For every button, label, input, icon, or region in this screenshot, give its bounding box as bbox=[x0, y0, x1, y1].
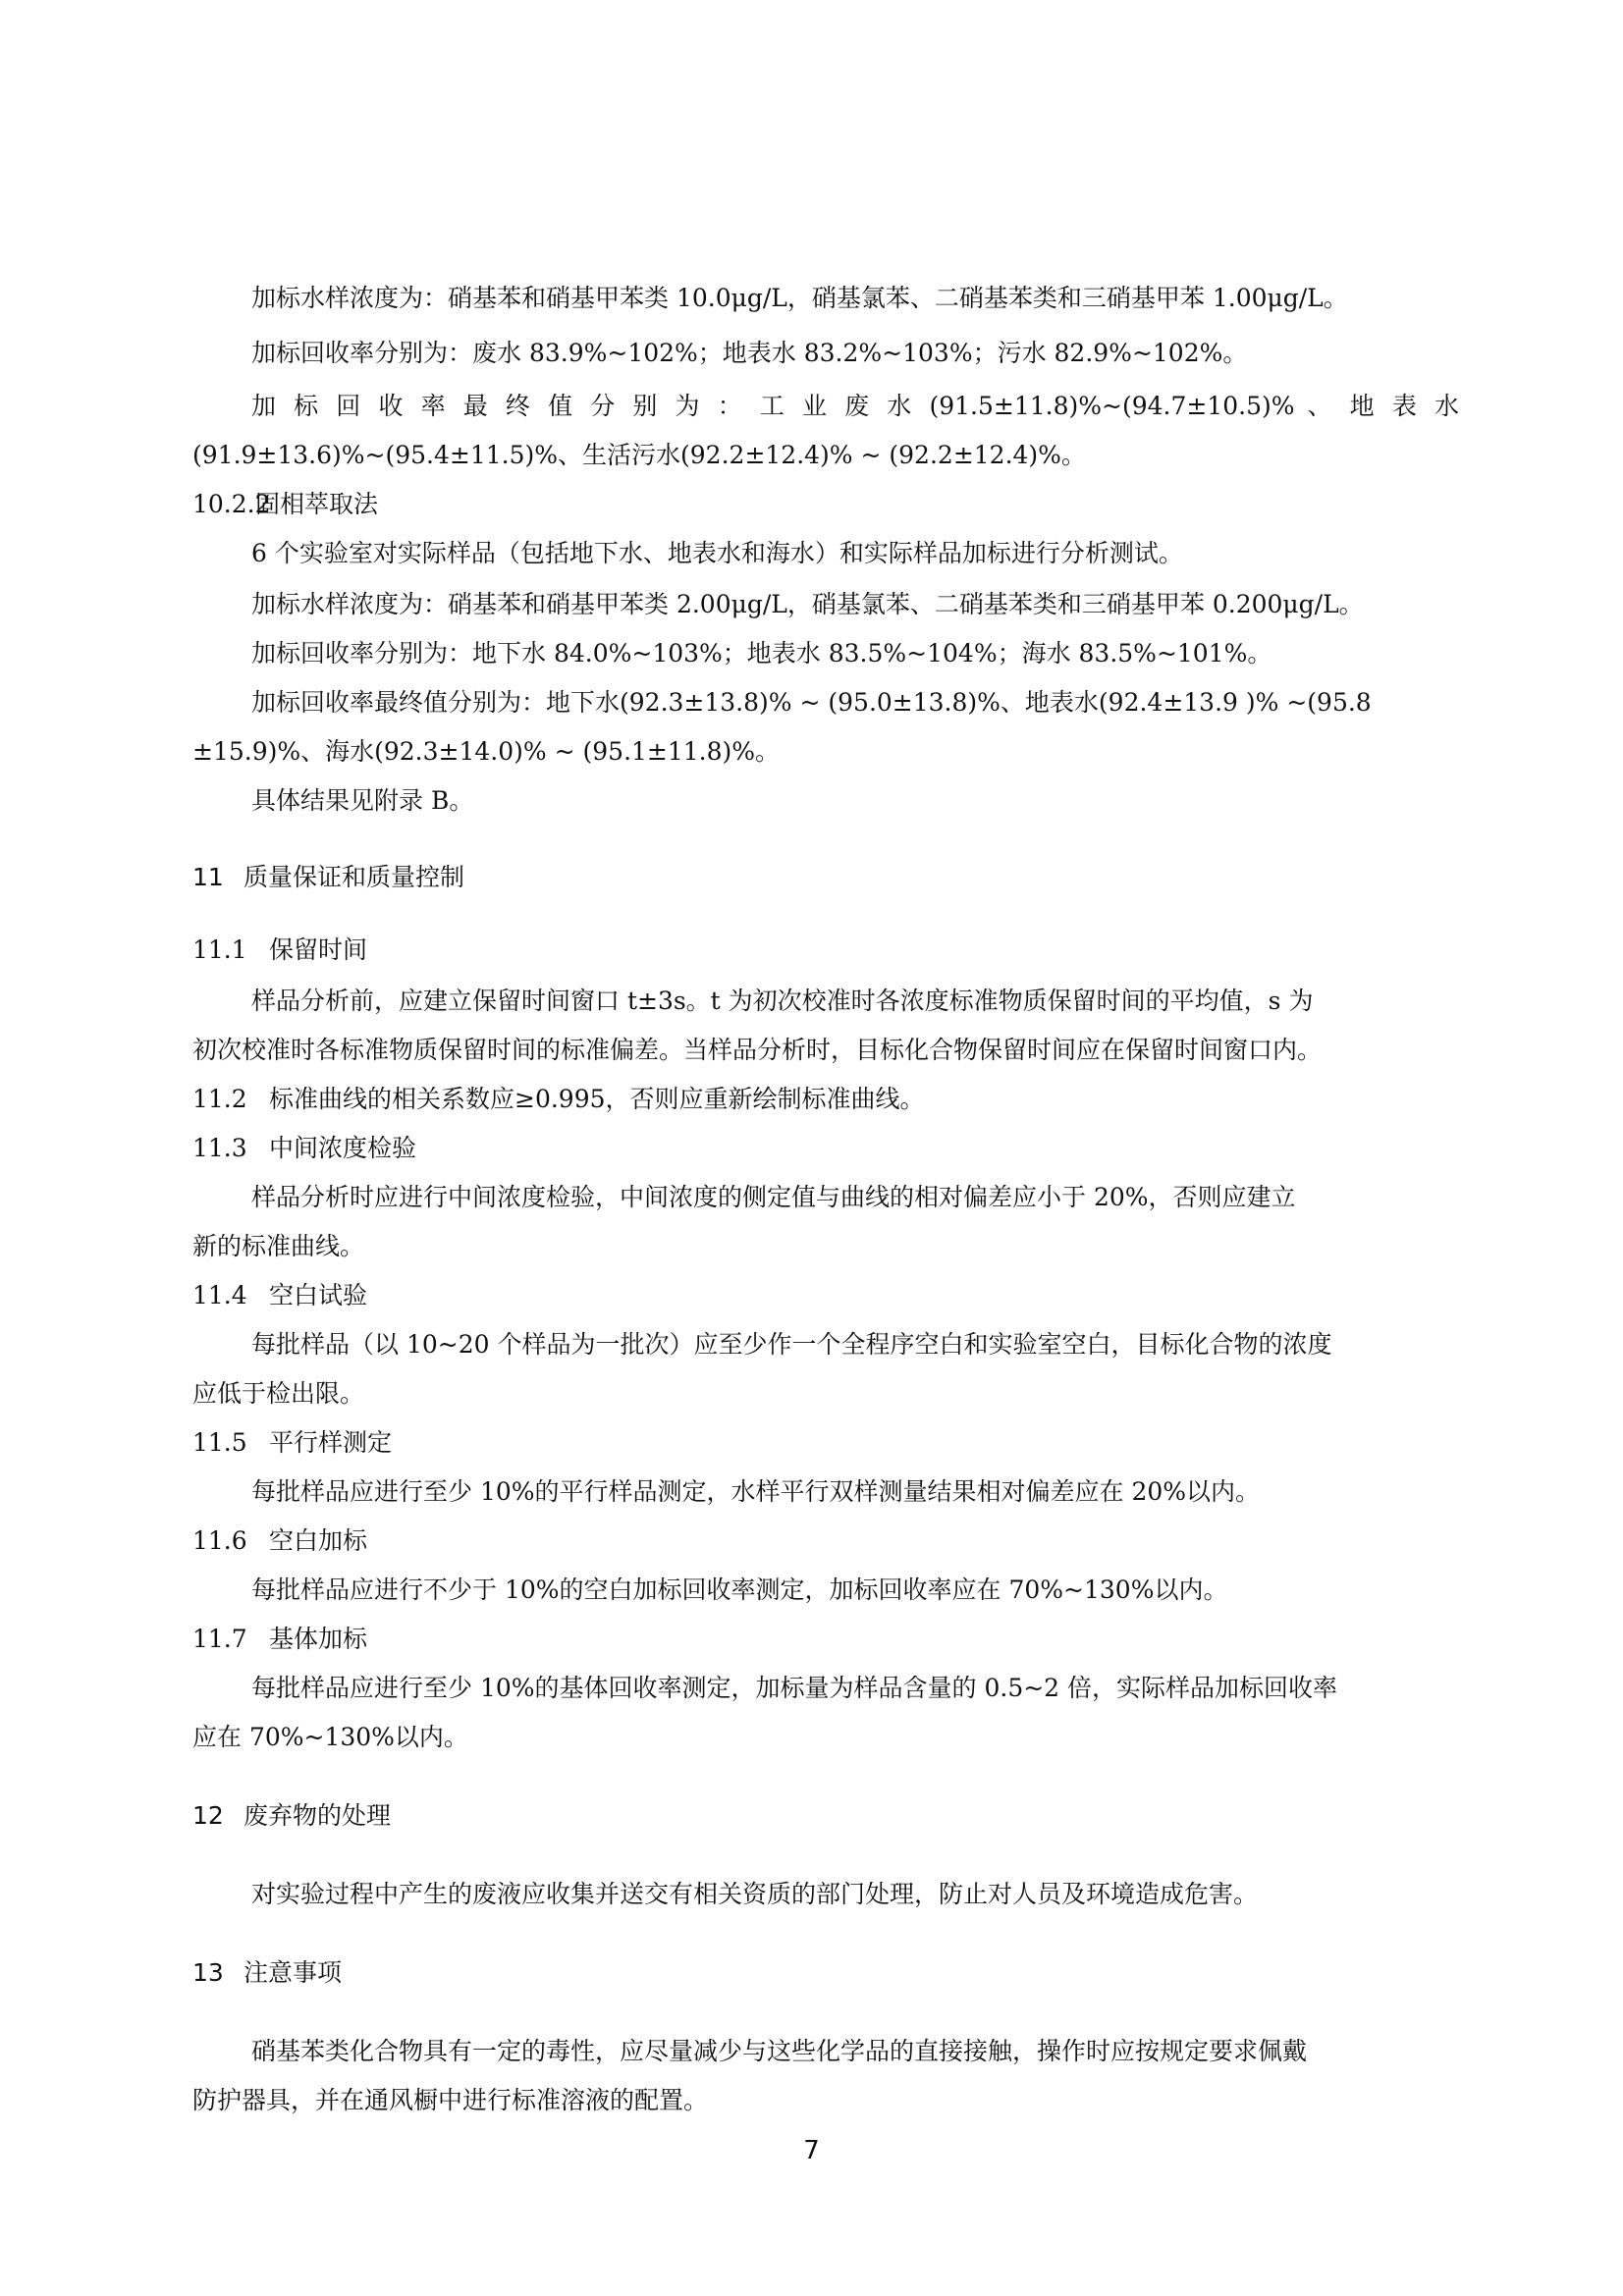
section-title: 注意事项 bbox=[243, 1958, 343, 1987]
section-title: 废弃物的处理 bbox=[243, 1801, 392, 1830]
paragraph-line: 加标回收率分别为：废水 83.9%~102%；地表水 83.2%~103%；污水 82.9%~102%。 bbox=[251, 339, 1248, 367]
paragraph-line: 应低于检出限。 bbox=[192, 1379, 365, 1408]
subsection-heading bbox=[192, 1131, 1459, 1166]
paragraph-line: 防护器具，并在通风橱中进行标准溶液的配置。 bbox=[192, 2086, 709, 2114]
subsection-title: 平行样测定 bbox=[269, 1428, 393, 1457]
paragraph-line: (91.9±13.6)%~(95.4±11.5)%、生活污水(92.2±12.4)% ~ (92.2±12.4)%。 bbox=[192, 441, 1086, 469]
section-heading bbox=[192, 1798, 1459, 1834]
subsection-title: 标准曲线的相关系数应≥0.995，否则应重新绘制标准曲线。 bbox=[269, 1085, 925, 1113]
subsection-heading bbox=[192, 1622, 1459, 1657]
paragraph-line: 样品分析时应进行中间浓度检验，中间浓度的侧定值与曲线的相对偏差应小于 20%，否则应建立 bbox=[251, 1183, 1296, 1211]
paragraph-line: 对实验过程中产生的废液应收集并送交有相关资质的部门处理，防止对人员及环境造成危害。 bbox=[251, 1880, 1259, 1908]
paragraph-line: 每批样品应进行至少 10%的基体回收率测定，加标量为样品含量的 0.5~2 倍，实际样品加标回收率 bbox=[251, 1674, 1338, 1702]
subsection-number: 11.5 bbox=[192, 1428, 247, 1457]
paragraph-line: 应在 70%~130%以内。 bbox=[192, 1723, 468, 1751]
subsection-number: 11.1 bbox=[192, 935, 247, 964]
subsection-title: 基体加标 bbox=[269, 1625, 368, 1653]
paragraph-line: 每批样品应进行不少于 10%的空白加标回收率测定，加标回收率应在 70%~130%以内。 bbox=[251, 1575, 1228, 1604]
paragraph-line: 新的标准曲线。 bbox=[192, 1232, 365, 1260]
paragraph-line: 加标回收率最终值分别为：地下水(92.3±13.8)% ~ (95.0±13.8)%、地表水(92.4±13.9 )% ~(95.8 bbox=[251, 688, 1372, 717]
subsection-number: 11.2 bbox=[192, 1085, 247, 1113]
subsection-number: 10.2.2 bbox=[192, 490, 271, 518]
paragraph-line: 每批样品应进行至少 10%的平行样品测定，水样平行双样测量结果相对偏差应在 20%以内。 bbox=[251, 1477, 1261, 1506]
section-number: 13 bbox=[192, 1958, 224, 1987]
paragraph-line: 样品分析前，应建立保留时间窗口 t±3s。t 为初次校准时各浓度标准物质保留时间的平均值，s 为 bbox=[251, 987, 1314, 1015]
paragraph-line: 加 标 回 收 率 最 终 值 分 别 为 ： 工 业 废 水 (91.5±11.8)%~(94.7±10.5)% 、 地 表 水 bbox=[251, 392, 1459, 420]
subsection-heading bbox=[192, 1278, 1459, 1313]
subsection-heading bbox=[192, 1523, 1459, 1559]
subsection-number: 11.4 bbox=[192, 1281, 247, 1309]
paragraph-line: 加标回收率分别为：地下水 84.0%~103%；地表水 83.5%~104%；海水 83.5%~101%。 bbox=[251, 639, 1272, 667]
paragraph-line: 加标水样浓度为：硝基苯和硝基甲苯类 2.00μg/L，硝基氯苯、二硝基苯类和三硝基甲苯 0.200μg/L。 bbox=[251, 590, 1364, 618]
subsection-number: 11.6 bbox=[192, 1526, 247, 1555]
subsection-title: 空白试验 bbox=[269, 1281, 368, 1309]
paragraph-line: ±15.9)%、海水(92.3±14.0)% ~ (95.1±11.8)%。 bbox=[192, 737, 781, 766]
section-title: 质量保证和质量控制 bbox=[243, 863, 465, 891]
section-heading bbox=[192, 860, 1459, 895]
paragraph-line: 每批样品（以 10~20 个样品为一批次）应至少作一个全程序空白和实验室空白，目标化合物的浓度 bbox=[251, 1330, 1332, 1359]
section-number: 12 bbox=[192, 1801, 224, 1830]
subsection-heading bbox=[192, 487, 1459, 522]
paragraph-line: 硝基苯类化合物具有一定的毒性，应尽量减少与这些化学品的直接接触，操作时应按规定要求佩戴 bbox=[251, 2037, 1308, 2065]
paragraph-line: 具体结果见附录 B。 bbox=[251, 786, 474, 815]
subsection-title: 中间浓度检验 bbox=[269, 1134, 417, 1162]
page-number: 7 bbox=[803, 2136, 820, 2165]
subsection-heading bbox=[192, 1082, 1459, 1117]
subsection-number: 11.3 bbox=[192, 1134, 247, 1162]
section-number: 11 bbox=[192, 863, 224, 891]
subsection-number: 11.7 bbox=[192, 1625, 247, 1653]
subsection-heading bbox=[192, 933, 1459, 968]
subsection-title: 固相萃取法 bbox=[255, 490, 379, 518]
subsection-title: 空白加标 bbox=[269, 1526, 368, 1555]
paragraph-line: 加标水样浓度为：硝基苯和硝基甲苯类 10.0μg/L，硝基氯苯、二硝基苯类和三硝基甲苯 1.00μg/L。 bbox=[251, 284, 1348, 312]
paragraph-line: 初次校准时各标准物质保留时间的标准偏差。当样品分析时，目标化合物保留时间应在保留时间窗口内。 bbox=[192, 1036, 1323, 1064]
section-heading bbox=[192, 1955, 1459, 1991]
paragraph-line: 6 个实验室对实际样品（包括地下水、地表水和海水）和实际样品加标进行分析测试。 bbox=[251, 539, 1183, 567]
subsection-heading bbox=[192, 1425, 1459, 1461]
subsection-title: 保留时间 bbox=[269, 935, 368, 964]
